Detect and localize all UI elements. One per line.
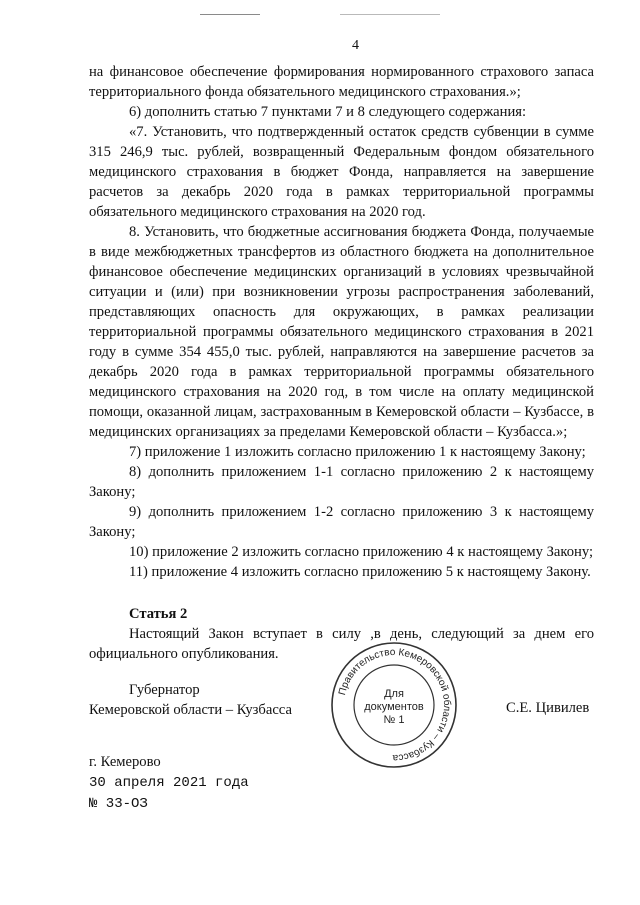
city: г. Кемерово	[89, 754, 161, 770]
scan-line	[200, 14, 260, 15]
paragraph: 11) приложение 4 изложить согласно приложению 5 к настоящему Закону.	[129, 564, 591, 580]
seal-ring-text: Правительство Кемеровской области – Кузбасса	[337, 646, 453, 764]
paragraph: 9) дополнить приложением 1-2 согласно приложению 3 к настоящему Закону;	[89, 504, 594, 540]
signer-name: С.Е. Цивилев	[506, 700, 590, 716]
paragraph: 8. Установить, что бюджетные ассигнования бюджета Фонда, получаемые в виде межбюджетных трансфертов из областного бюджета на дополнительное финансовое обеспечение медицинских организаций в условиях чрезвычайной ситуации и (или) при возникновении угрозы распространения заболеваний, представляющих опасность для окружающих, в рамках реализации территориальной программы обязательного медицинского страхования в 2021 году в сумме 354 455,0 тыс. рублей, направляются на завершение расчетов за декабрь 2020 года в рамках территориальной программы обязательного медицинского страхования на 2020 год, в том числе на оплату медицинской помощи, оказанной лицам, застрахованным в Кемеровской области – Кузбассе, в медицинских организациях за пределами Кемеровской области – Кузбасса.»;	[89, 224, 594, 440]
seal-center-line: документов	[364, 701, 424, 713]
law-date: 30 апреля 2021 года	[89, 775, 249, 791]
scan-line	[340, 14, 440, 15]
signature-block	[89, 680, 292, 720]
seal-center-line: Для	[384, 688, 404, 700]
paragraph: на финансовое обеспечение формирования нормированного страхового запаса территориального фонда обязательного медицинского страхования.»;	[89, 64, 594, 100]
document-footer	[89, 752, 249, 815]
paragraph: 8) дополнить приложением 1-1 согласно приложению 2 к настоящему Закону;	[89, 464, 594, 500]
page-number: 4	[352, 38, 359, 53]
paragraph: 7) приложение 1 изложить согласно приложению 1 к настоящему Закону;	[129, 444, 586, 460]
paragraph: 6) дополнить статью 7 пунктами 7 и 8 следующего содержания:	[129, 104, 527, 120]
paragraph: «7. Установить, что подтвержденный остаток средств субвенции в сумме 315 246,9 тыс. рублей, возвращенный Федеральным фондом обязательного медицинского страхования в бюджет Фонда, направляется на завершение расчетов за декабрь 2020 года в рамках территориальной программы обязательного медицинского страхования на 2020 год.	[89, 124, 594, 220]
signer-position: Губернатор	[129, 682, 200, 698]
article-text: Настоящий Закон вступает в силу ,в день, следующий за днем его официального опубликования.	[89, 626, 594, 662]
paragraph: 10) приложение 2 изложить согласно приложению 4 к настоящему Закону;	[129, 544, 594, 560]
seal-center-line: № 1	[383, 714, 405, 726]
document-body	[89, 62, 594, 664]
signer-region: Кемеровской области – Кузбасса	[89, 702, 292, 718]
article-title: Статья 2	[129, 606, 188, 622]
official-seal	[329, 640, 459, 770]
law-number: № 33-ОЗ	[89, 796, 148, 812]
